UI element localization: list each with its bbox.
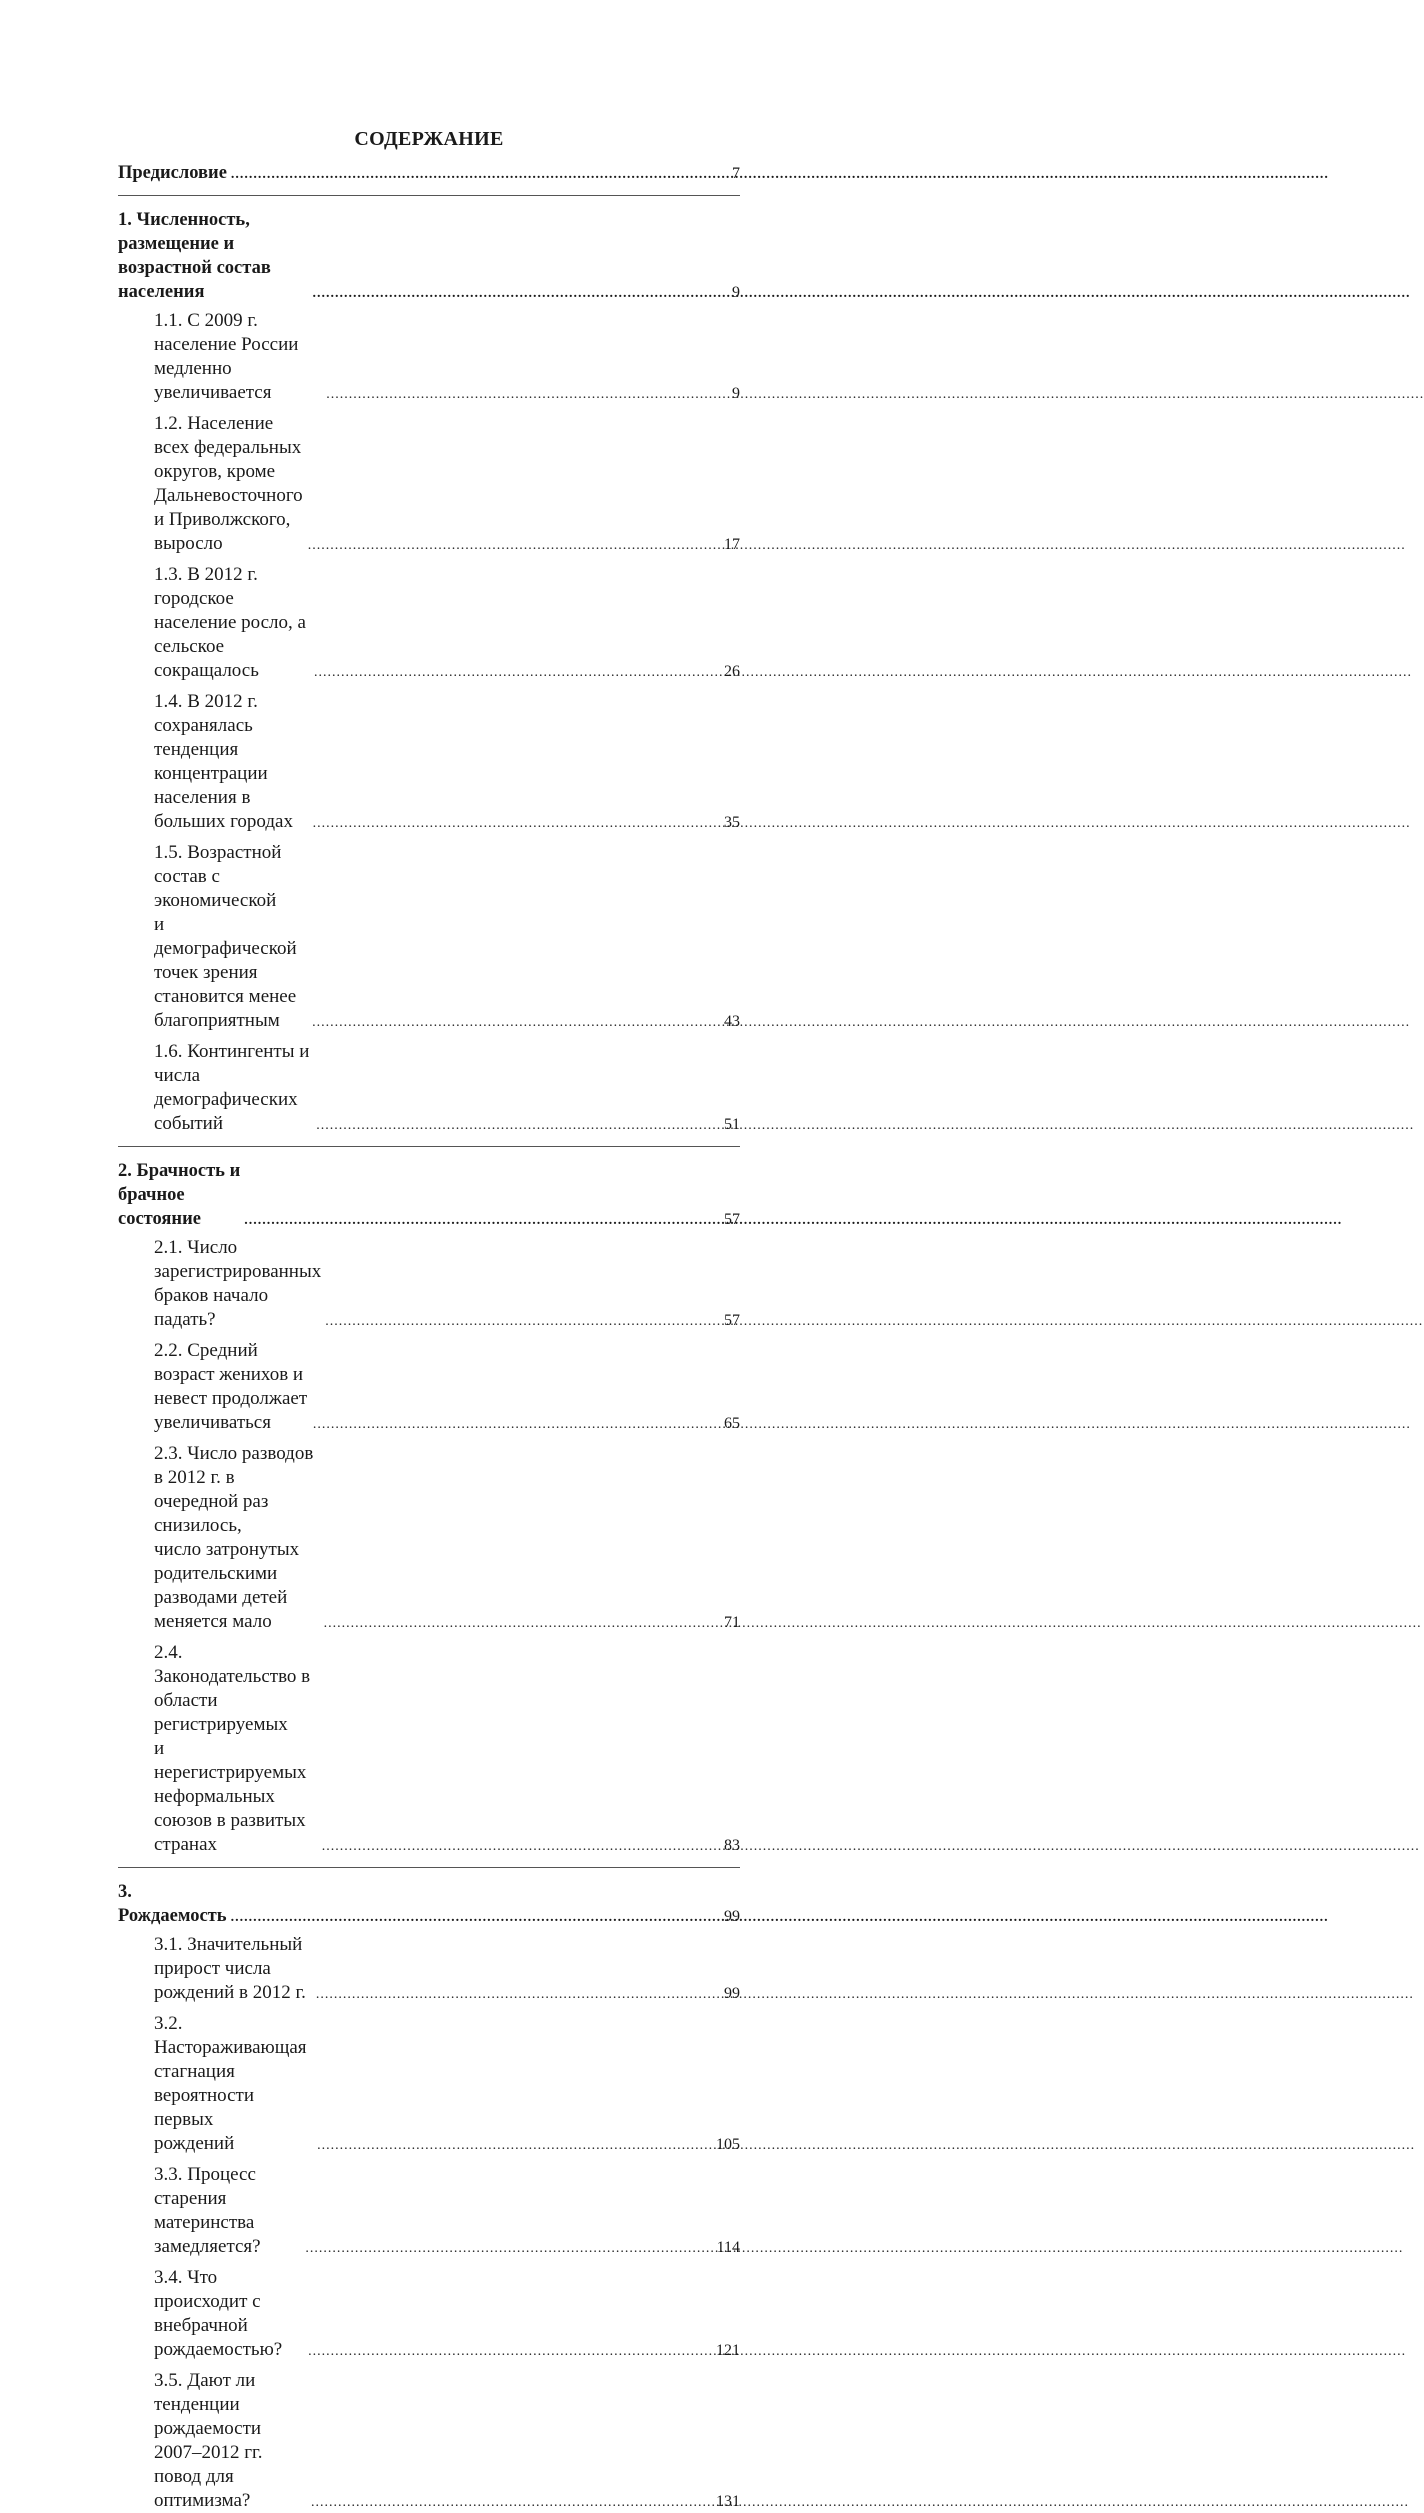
toc-page-number: 105 <box>716 2136 740 2153</box>
dot-leader <box>312 1013 722 1033</box>
chapter-divider <box>118 195 740 196</box>
dot-leader <box>322 1837 722 1857</box>
dot-leader <box>244 1211 722 1231</box>
dot-leader <box>317 2136 714 2156</box>
toc-entry-title: 3.2. Настораживающая стагнация вероятности первых рождений <box>154 2013 307 2154</box>
toc-page-number: 83 <box>724 1837 740 1854</box>
chapter-divider <box>118 1146 740 1147</box>
toc-page-number: 65 <box>724 1415 740 1432</box>
dot-leader <box>313 284 730 304</box>
dot-leader <box>313 1415 722 1435</box>
toc-chapter-entry[interactable] <box>118 1159 740 1231</box>
toc-page-number: 114 <box>716 2239 740 2256</box>
toc-page-number: 121 <box>716 2342 740 2359</box>
chapter-divider <box>118 1867 740 1868</box>
toc-chapter-entry[interactable] <box>118 208 740 304</box>
toc-page-number: 43 <box>724 1013 740 1030</box>
toc-entry-title: 2. Брачность и брачное состояние <box>118 1161 241 1229</box>
toc-section-entry[interactable] <box>118 1933 740 2005</box>
dot-leader <box>231 165 730 185</box>
toc-section-entry[interactable] <box>118 412 740 556</box>
toc-section-entry[interactable] <box>118 2369 740 2513</box>
toc-page-number: 131 <box>716 2493 740 2510</box>
table-of-contents <box>118 128 740 2513</box>
toc-entry-title: 3.5. Дают ли тенденции рождаемости 2007–2012 гг. повод для оптимизма? <box>154 2370 263 2511</box>
toc-section-entry[interactable] <box>118 2266 740 2362</box>
dot-leader <box>305 2239 714 2259</box>
toc-page-number: 57 <box>724 1211 740 1228</box>
toc-section-entry[interactable] <box>118 1236 740 1332</box>
toc-section-entry[interactable] <box>118 1442 740 1634</box>
toc-section-entry[interactable] <box>118 1040 740 1136</box>
toc-page-number: 17 <box>724 536 740 553</box>
dot-leader <box>326 385 730 405</box>
toc-entry-title: 2.2. Средний возраст женихов и невест продолжает увеличиваться <box>154 1340 308 1433</box>
toc-entry-title: Предисловие <box>118 163 227 183</box>
toc-page-number: 57 <box>724 1312 740 1329</box>
toc-page-number: 9 <box>732 284 740 301</box>
page-title: СОДЕРЖАНИЕ <box>354 128 504 150</box>
toc-entry-title: 1.1. С 2009 г. население России медленно увеличивается <box>154 310 299 403</box>
toc-section-entry[interactable] <box>118 563 740 683</box>
toc-section-entry[interactable] <box>118 2012 740 2156</box>
toc-entry-title: 2.3. Число разводов в 2012 г. в очередной раз снизилось, число затронутых родительскими разводами детей меняется мало <box>154 1443 314 1632</box>
toc-entry-title: 1.2. Население всех федеральных округов, кроме Дальневосточного и Приволжского, выросло <box>154 413 303 554</box>
toc-entry-title: 3.1. Значительный прирост числа рождений в 2012 г. <box>154 1934 306 2003</box>
toc-entry-title: 3.4. Что происходит с внебрачной рождаемостью? <box>154 2267 283 2360</box>
toc-entry-title: 1.5. Возрастной состав с экономической и демографической точек зрения становится менее благоприятным <box>154 842 297 1031</box>
toc-page-number: 35 <box>724 814 740 831</box>
toc-entry-title: 3. Рождаемость <box>118 1882 227 1926</box>
toc-page-number: 99 <box>724 1908 740 1925</box>
toc-entry-title: 1.3. В 2012 г. городское население росло, а сельское сокращалось <box>154 564 306 681</box>
dot-leader <box>325 1312 722 1332</box>
toc-page-number: 7 <box>732 165 740 182</box>
toc-entry-title: 1.6. Контингенты и числа демографических событий <box>154 1041 310 1134</box>
toc-list <box>118 161 740 2513</box>
toc-section-entry[interactable] <box>118 841 740 1033</box>
toc-entry-title: 2.4. Законодательство в области регистрируемых и нерегистрируемых неформальных союзов в развитых странах <box>154 1642 311 1855</box>
dot-leader <box>308 536 722 556</box>
toc-section-entry[interactable] <box>118 309 740 405</box>
toc-page-number: 51 <box>724 1116 740 1133</box>
dot-leader <box>313 814 722 834</box>
dot-leader <box>314 663 722 683</box>
toc-entry-title: 2.1. Число зарегистрированных браков начало падать? <box>154 1237 322 1330</box>
toc-chapter-entry[interactable] <box>118 1880 740 1928</box>
toc-section-entry[interactable] <box>118 1339 740 1435</box>
toc-section-entry[interactable] <box>118 1641 740 1857</box>
dot-leader <box>316 1985 722 2005</box>
dot-leader <box>316 1116 722 1136</box>
toc-page-number: 71 <box>724 1614 740 1631</box>
toc-entry-title: 1.4. В 2012 г. сохранялась тенденция концентрации населения в больших городах <box>154 691 293 832</box>
toc-section-entry[interactable] <box>118 690 740 834</box>
dot-leader <box>231 1908 722 1928</box>
toc-page-number: 99 <box>724 1985 740 2002</box>
toc-entry-title: 1. Численность, размещение и возрастной состав населения <box>118 210 271 302</box>
toc-page-number: 9 <box>732 385 740 402</box>
toc-entry-title: 3.3. Процесс старения материнства замедляется? <box>154 2164 261 2257</box>
dot-leader <box>324 1614 722 1634</box>
dot-leader <box>311 2493 714 2513</box>
toc-chapter-entry[interactable] <box>118 161 740 185</box>
toc-page-number: 26 <box>724 663 740 680</box>
toc-section-entry[interactable] <box>118 2163 740 2259</box>
dot-leader <box>308 2342 714 2362</box>
